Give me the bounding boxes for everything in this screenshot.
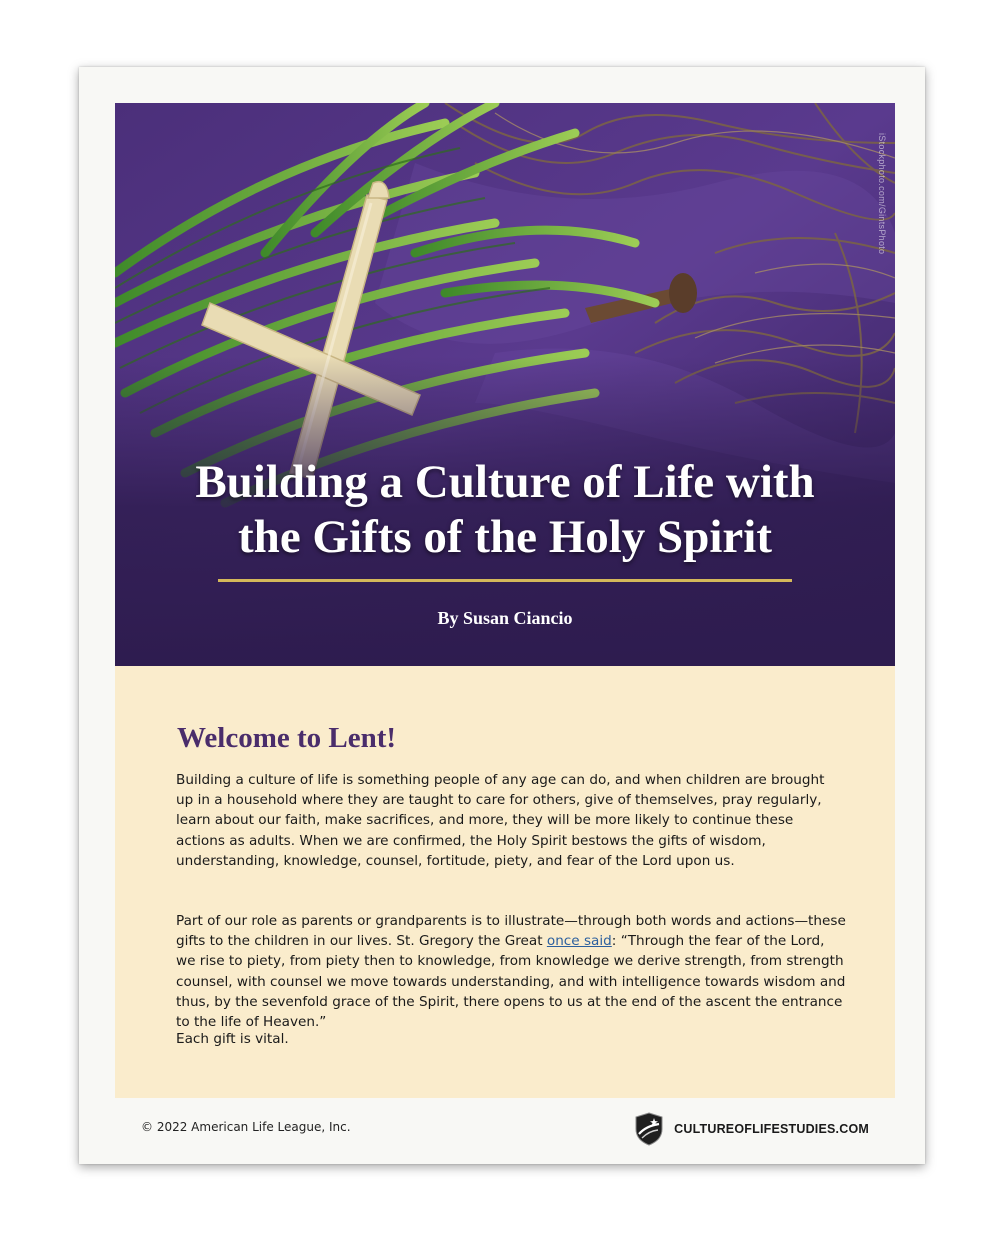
shield-star-icon (634, 1112, 664, 1146)
content-panel (115, 666, 895, 1098)
paragraph-intro: Building a culture of life is something people of any age can do, and when children are brought up in a household where they are taught to care for others, give of themselves, pray regularly, learn about our faith, make sacrifices, and more, they will be more likely to continue these actions as adults. When we are confirmed, the Holy Spirit bestows the gifts of wisdom, understanding, knowledge, counsel, fortitude, piety, and fear of the Lord upon us. (176, 772, 825, 869)
paragraph-gregory-quote: : “Through the fear of the Lord, we rise to piety, from piety then to knowledge, from knowledge we derive strength, from strength counsel, with counsel we move towards understanding, and with intelligence towards wisdom and thus, by the sevenfold grace of the Spirit, there opens to us at the end of the ascent the entrance to the life of Heaven.” (176, 933, 846, 1031)
paragraph-gregory (176, 911, 846, 1032)
title-line-2: the Gifts of the Holy Spirit (238, 511, 772, 563)
copyright: © 2022 American Life League, Inc. (141, 1120, 351, 1134)
site-brand (634, 1111, 869, 1147)
page-title (115, 455, 895, 565)
byline: By Susan Ciancio (437, 608, 573, 628)
title-line-1: Building a Culture of Life with (195, 456, 815, 508)
once-said-link[interactable]: once said (546, 933, 612, 950)
paragraph-gregory-start: Part of our role as parents or grandparents is to illustrate—through both words and actions—these gifts to the children in our lives. St. Gregory the Great (176, 913, 846, 950)
flyer-page (79, 67, 925, 1164)
site-url[interactable]: CULTUREOFLIFESTUDIES.COM (674, 1122, 869, 1136)
title-underline (218, 579, 792, 582)
section-heading: Welcome to Lent! (177, 722, 397, 754)
hero-banner (115, 103, 895, 666)
paragraph-closing: Each gift is vital. (176, 1031, 289, 1047)
photo-credit: iStockphoto.com/GintsPhoto (877, 133, 887, 255)
